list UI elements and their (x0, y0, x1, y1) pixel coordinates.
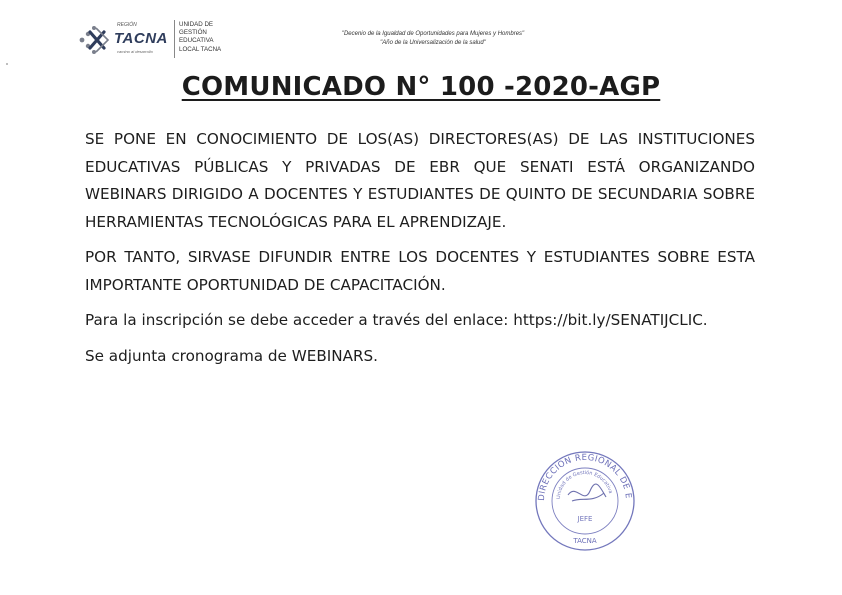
page-title (0, 72, 842, 102)
seal-inner-text: Unidad de Gestión Educativa (555, 469, 614, 500)
seal-stamp-icon (530, 447, 640, 552)
paragraph-attachment: Se adjunta cronograma de WEBINARS. (85, 346, 379, 365)
tacna-region-logo-icon (78, 24, 112, 56)
logo-tagline: camino al desarrollo (117, 49, 153, 54)
letterhead (78, 18, 778, 62)
page-title-text: COMUNICADO N° 100 -2020-AGP (181, 72, 661, 102)
seal-city: TACNA (573, 537, 597, 545)
paragraph-announcement: SE PONE EN CONOCIMIENTO DE LOS(AS) DIRECTORES(AS) DE LAS INSTITUCIONES EDUCATIVAS PÚBLICAS Y PRIVADAS DE EBR QUE SENATI ESTÁ ORGANIZANDO WEBINARS DIRIGIDO A DOCENTES Y ESTUDIANTES DE QUINTO DE SECUNDARIA SOBRE HERRAMIENTAS TECNOLÓGICAS PARA EL APRENDIZAJE. (85, 130, 755, 231)
region-logo (78, 20, 174, 60)
paragraph-registration-link: Para la inscripción se debe acceder a través del enlace: https://bit.ly/SENATIJCLIC. (85, 311, 708, 329)
logo-region-label: REGIÓN (117, 22, 137, 28)
paragraph-request: POR TANTO, SIRVASE DIFUNDIR ENTRE LOS DOCENTES Y ESTUDIANTES SOBRE ESTA IMPORTANTE OPORTUNIDAD DE CAPACITACIÓN. (85, 248, 755, 294)
header-divider (174, 20, 175, 58)
ugel-line: GESTIÓN (179, 29, 207, 37)
seal-role: JEFE (577, 515, 593, 523)
ugel-line: UNIDAD DE (179, 21, 214, 28)
logo-name: TACNA (114, 30, 168, 47)
motto-year: "Año de la Universalización de la salud" (380, 40, 486, 46)
scan-speck (6, 63, 8, 65)
motto-decade: "Decenio de la Igualdad de Oportunidades para Mujeres y Hombres" (341, 31, 525, 37)
year-mottos (283, 30, 583, 48)
seal-ring-text: DIRECCION REGIONAL DE E (536, 452, 634, 502)
ugel-name (179, 21, 221, 54)
ugel-line: LOCAL TACNA (179, 45, 222, 53)
ugel-line: EDUCATIVA (179, 37, 214, 45)
communique-body (85, 126, 755, 378)
seal-signature-icon (568, 484, 606, 501)
official-seal (530, 447, 640, 552)
